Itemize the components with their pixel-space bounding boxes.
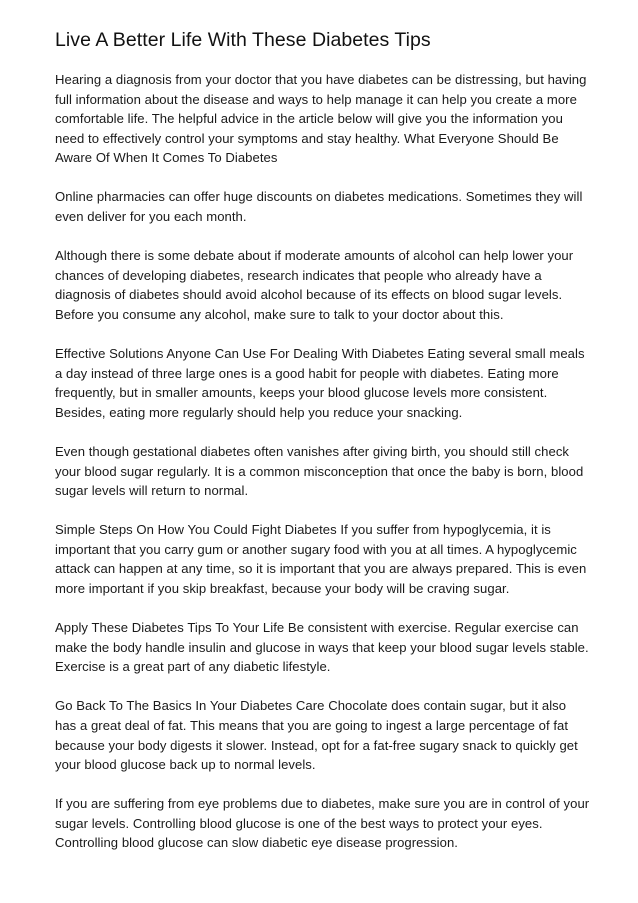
paragraph-online-pharmacies: Online pharmacies can offer huge discounts on diabetes medications. Sometimes they will even deliver for you each month. [55, 189, 583, 225]
paragraph-eye-problems: If you are suffering from eye problems due to diabetes, make sure you are in control of your sugar levels. Controlling blood glucose is one of the best ways to protect your eyes. Controlling blood glucose can slow diabetic eye disease progression. [55, 796, 590, 851]
paragraph-alcohol: Although there is some debate about if moderate amounts of alcohol can help lower your chances of developing diabetes, research indicates that people who already have a diagnosis of diabetes should avoid alcohol because of its effects on blood sugar levels. Before you consume any alcohol, make sure to talk to your doctor about this. [55, 248, 574, 322]
paragraph-small-meals: Effective Solutions Anyone Can Use For Dealing With Diabetes Eating several small meals a day instead of three large ones is a good habit for people with diabetes. Eating more frequently, but in smaller amounts, keeps your blood glucose levels more consistent. Besides, eating more regularly should help you reduce your snacking. [55, 346, 585, 420]
paragraph-hypoglycemia: Simple Steps On How You Could Fight Diabetes If you suffer from hypoglycemia, it is important that you carry gum or another sugary food with you at all times. A hypoglycemic attack can happen at any time, so it is important that you are always prepared. This is even more important if you skip breakfast, because your body will be craving sugar. [55, 522, 587, 596]
paragraph-intro: Hearing a diagnosis from your doctor that you have diabetes can be distressing, but having full information about the disease and ways to help manage it can help you create a more comfortable life. The helpful advice in the article below will give you the information you need to effectively control your symptoms and stay healthy. What Everyone Should Be Aware Of When It Comes To Diabetes [55, 72, 587, 166]
document-page [55, 27, 590, 873]
page-title: Live A Better Life With These Diabetes Tips [55, 29, 431, 51]
paragraph-gestational: Even though gestational diabetes often vanishes after giving birth, you should still check your blood sugar regularly. It is a common misconception that once the baby is born, blood sugar levels will return to normal. [55, 443, 584, 499]
paragraph-chocolate: Go Back To The Basics In Your Diabetes Care Chocolate does contain sugar, but it also has a great deal of fat. This means that you are going to ingest a large percentage of fat because your body digests it slower. Instead, opt for a fat-free sugary snack to quickly get your blood glucose back up to normal levels. [55, 698, 578, 773]
paragraph-exercise: Apply These Diabetes Tips To Your Life Be consistent with exercise. Regular exercise can make the body handle insulin and glucose in ways that keep your blood sugar levels stable. Exercise is a great part of any diabetic lifestyle. [55, 620, 589, 675]
